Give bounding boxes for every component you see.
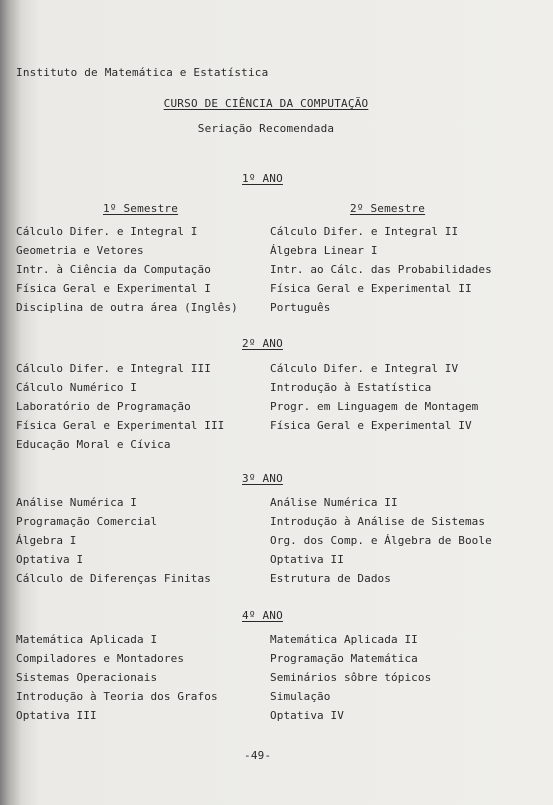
list-item: Intr. à Ciência da Computação: [16, 263, 211, 276]
page-number: -49-: [244, 749, 272, 762]
year-4-left-list: [16, 630, 218, 725]
year-4-right-list: [270, 630, 431, 725]
list-item: Cálculo de Diferenças Finitas: [16, 572, 211, 585]
list-item: Álgebra Linear I: [270, 244, 378, 257]
list-item: Optativa IV: [270, 709, 344, 722]
list-item: Física Geral e Experimental III: [16, 419, 225, 432]
list-item: Física Geral e Experimental IV: [270, 419, 472, 432]
list-item: Análise Numérica I: [16, 496, 138, 509]
list-item: Álgebra I: [16, 534, 77, 547]
list-item: Matemática Aplicada II: [270, 633, 418, 646]
year-4-heading: 4º ANO: [242, 609, 283, 622]
list-item: Laboratório de Programação: [16, 400, 191, 413]
list-item: Simulação: [270, 690, 331, 703]
list-item: Org. dos Comp. e Álgebra de Boole: [270, 534, 492, 547]
list-item: Física Geral e Experimental II: [270, 282, 472, 295]
year-1-right-list: [270, 222, 492, 317]
course-title: CURSO DE CIÊNCIA DA COMPUTAÇÃO: [163, 97, 369, 110]
semester-2-heading: 2º Semestre: [350, 202, 426, 215]
list-item: Matemática Aplicada I: [16, 633, 158, 646]
list-item: Português: [270, 301, 331, 314]
list-item: Introdução à Análise de Sistemas: [270, 515, 486, 528]
list-item: Cálculo Numérico I: [16, 381, 138, 394]
list-item: Cálculo Difer. e Integral II: [270, 225, 459, 238]
list-item: Análise Numérica II: [270, 496, 398, 509]
list-item: Seminários sôbre tópicos: [270, 671, 432, 684]
list-item: Cálculo Difer. e Integral IV: [270, 362, 459, 375]
list-item: Intr. ao Cálc. das Probabilidades: [270, 263, 492, 276]
semester-1-heading: 1º Semestre: [103, 202, 179, 215]
subtitle: Seriação Recomendada: [197, 122, 335, 135]
list-item: Programação Matemática: [270, 652, 418, 665]
year-3-heading: 3º ANO: [242, 472, 283, 485]
list-item: Introdução à Teoria dos Grafos: [16, 690, 218, 703]
year-2-right-list: [270, 359, 478, 435]
list-item: Cálculo Difer. e Integral III: [16, 362, 211, 375]
list-item: Programação Comercial: [16, 515, 158, 528]
year-2-heading: 2º ANO: [242, 337, 283, 350]
list-item: Progr. em Linguagem de Montagem: [270, 400, 479, 413]
list-item: Disciplina de outra área (Inglês): [16, 301, 238, 314]
list-item: Optativa III: [16, 709, 97, 722]
list-item: Geometria e Vetores: [16, 244, 144, 257]
year-1-heading: 1º ANO: [242, 172, 283, 185]
year-3-left-list: [16, 493, 211, 588]
list-item: Educação Moral e Cívica: [16, 438, 171, 451]
list-item: Optativa I: [16, 553, 84, 566]
institute-name: Instituto de Matemática e Estatística: [16, 66, 269, 79]
year-1-left-list: [16, 222, 238, 317]
year-2-left-list: [16, 359, 224, 454]
list-item: Física Geral e Experimental I: [16, 282, 211, 295]
list-item: Compiladores e Montadores: [16, 652, 185, 665]
list-item: Sistemas Operacionais: [16, 671, 158, 684]
list-item: Cálculo Difer. e Integral I: [16, 225, 198, 238]
list-item: Estrutura de Dados: [270, 572, 392, 585]
year-3-right-list: [270, 493, 492, 588]
list-item: Introdução à Estatística: [270, 381, 432, 394]
list-item: Optativa II: [270, 553, 344, 566]
